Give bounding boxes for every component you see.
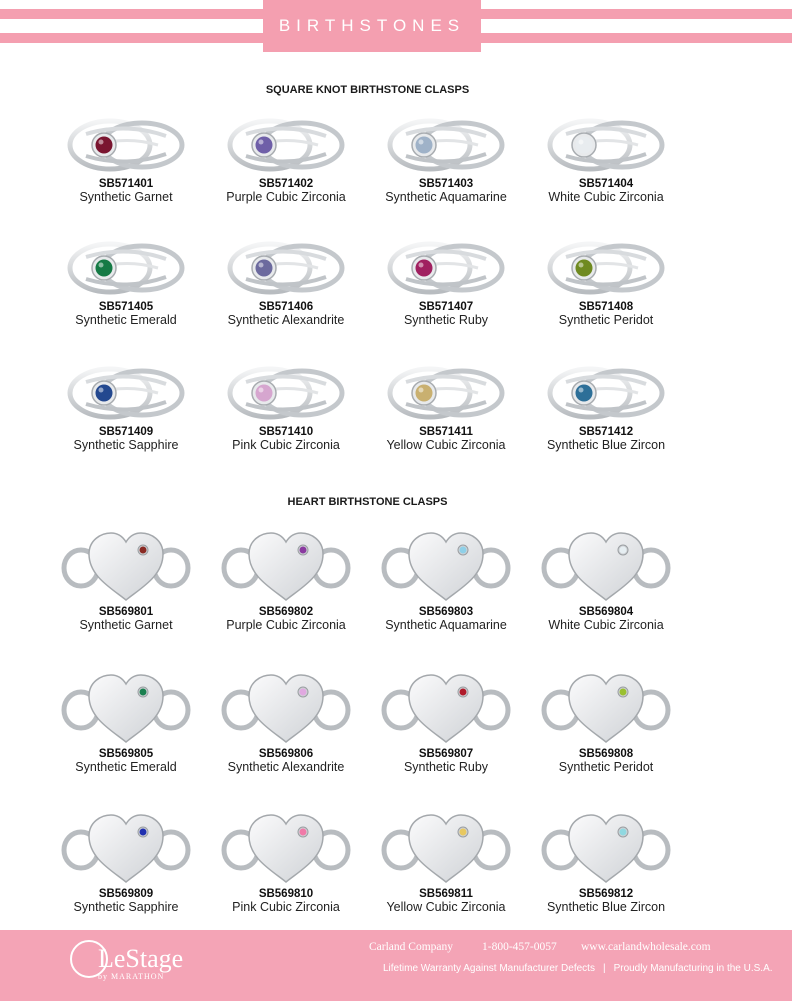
square-knot-clasp-icon [66, 237, 186, 299]
stone-icon [416, 385, 433, 402]
knot-product-card [46, 362, 206, 453]
heart-clasp-icon [221, 528, 351, 604]
product-sku: SB571403 [418, 178, 474, 190]
square-knot-clasp-icon [386, 114, 506, 176]
heart-product-card [46, 528, 206, 633]
stone-icon [416, 137, 433, 154]
product-name: Yellow Cubic Zirconia [386, 900, 506, 914]
product-sku: SB571410 [258, 426, 314, 438]
company-name: Carland Company [369, 941, 453, 953]
section-title-knot: SQUARE KNOT BIRTHSTONE CLASPS [265, 84, 470, 96]
square-knot-clasp-icon [226, 114, 346, 176]
product-name: Synthetic Peridot [558, 313, 654, 327]
product-sku: SB569802 [258, 606, 314, 618]
section-title-heart: HEART BIRTHSTONE CLASPS [287, 496, 448, 508]
heart-product-card [366, 810, 526, 915]
heart-clasp-icon [61, 670, 191, 746]
stone-icon [256, 385, 273, 402]
heart-product-card [526, 670, 686, 775]
product-name: Synthetic Aquamarine [385, 618, 507, 632]
product-name: Synthetic Sapphire [73, 900, 179, 914]
product-name: Synthetic Peridot [558, 760, 654, 774]
product-sku: SB569811 [419, 888, 473, 900]
stone-icon [300, 547, 307, 554]
product-name: Synthetic Alexandrite [227, 313, 345, 327]
stone-icon [620, 829, 627, 836]
stone-icon [576, 385, 593, 402]
stone-icon [576, 260, 593, 277]
product-sku: SB569804 [578, 606, 634, 618]
product-sku: SB569809 [98, 888, 154, 900]
square-knot-clasp-icon [226, 362, 346, 424]
knot-product-card [366, 362, 526, 453]
product-name: Purple Cubic Zirconia [226, 618, 346, 632]
square-knot-clasp-icon [386, 237, 506, 299]
knot-product-card [526, 237, 686, 328]
heart-clasp-icon [61, 528, 191, 604]
stone-icon [96, 385, 113, 402]
heart-product-card [206, 528, 366, 633]
stone-icon [620, 689, 627, 696]
product-sku: SB571402 [258, 178, 314, 190]
page-title: BIRTHSTONES [278, 16, 466, 35]
stone-icon [620, 547, 627, 554]
product-sku: SB569801 [98, 606, 154, 618]
heart-product-card [206, 810, 366, 915]
product-name: Yellow Cubic Zirconia [386, 438, 506, 452]
stone-icon [300, 689, 307, 696]
product-name: Synthetic Ruby [403, 760, 489, 774]
square-knot-clasp-icon [66, 362, 186, 424]
stone-icon [256, 137, 273, 154]
knot-product-card [366, 114, 526, 205]
knot-product-card [46, 237, 206, 328]
stone-icon [256, 260, 273, 277]
stone-icon [460, 689, 467, 696]
product-sku: SB569805 [98, 748, 154, 760]
heart-clasp-icon [61, 810, 191, 886]
product-sku: SB569807 [418, 748, 474, 760]
heart-clasp-icon [541, 810, 671, 886]
product-name: Synthetic Emerald [75, 760, 177, 774]
header-title-box [263, 0, 481, 52]
logo-text: LeStage [98, 944, 184, 973]
stone-icon [416, 260, 433, 277]
footer-tagline [383, 963, 773, 974]
heart-clasp-icon [381, 528, 511, 604]
product-sku: SB571407 [418, 301, 474, 313]
product-name: Pink Cubic Zirconia [232, 900, 340, 914]
knot-product-card [526, 114, 686, 205]
product-name: Synthetic Aquamarine [385, 190, 507, 204]
website-link[interactable]: www.carlandwholesale.com [581, 941, 711, 953]
knot-product-card [366, 237, 526, 328]
product-sku: SB571404 [578, 178, 634, 190]
logo-subtext: by MARATHON [98, 972, 165, 981]
product-sku: SB571412 [578, 426, 634, 438]
product-name: Synthetic Blue Zircon [546, 900, 666, 914]
knot-product-card [46, 114, 206, 205]
stone-icon [140, 689, 147, 696]
phone-number: 1-800-457-0057 [482, 941, 557, 953]
heart-product-card [526, 810, 686, 915]
heart-clasp-icon [541, 670, 671, 746]
warranty-text: Lifetime Warranty Against Manufacturer Defects [383, 963, 595, 974]
heart-product-card [526, 528, 686, 633]
square-knot-clasp-icon [546, 362, 666, 424]
square-knot-clasp-icon [226, 237, 346, 299]
product-name: Synthetic Blue Zircon [546, 438, 666, 452]
product-name: Synthetic Sapphire [73, 438, 179, 452]
product-name: Synthetic Garnet [79, 190, 173, 204]
product-name: Synthetic Ruby [403, 313, 489, 327]
product-sku: SB569810 [258, 888, 314, 900]
square-knot-clasp-icon [66, 114, 186, 176]
heart-product-card [366, 670, 526, 775]
stone-icon [140, 547, 147, 554]
stone-icon [96, 137, 113, 154]
knot-product-card [526, 362, 686, 453]
heart-product-card [366, 528, 526, 633]
product-sku: SB569803 [418, 606, 474, 618]
knot-product-card [206, 362, 366, 453]
heart-product-card [46, 810, 206, 915]
heart-clasp-icon [381, 810, 511, 886]
product-name: Purple Cubic Zirconia [226, 190, 346, 204]
stone-icon [300, 829, 307, 836]
product-name: Synthetic Emerald [75, 313, 177, 327]
heart-clasp-icon [221, 670, 351, 746]
product-sku: SB569806 [258, 748, 314, 760]
knot-product-card [206, 237, 366, 328]
stone-icon [96, 260, 113, 277]
product-name: White Cubic Zirconia [548, 618, 664, 632]
product-sku: SB571409 [98, 426, 154, 438]
product-name: Synthetic Alexandrite [227, 760, 345, 774]
product-sku: SB569812 [578, 888, 634, 900]
heart-product-card [206, 670, 366, 775]
heart-clasp-icon [381, 670, 511, 746]
square-knot-clasp-icon [546, 114, 666, 176]
stone-icon [576, 137, 593, 154]
product-sku: SB571411 [419, 426, 473, 438]
stone-icon [460, 829, 467, 836]
stone-icon [140, 829, 147, 836]
product-sku: SB571406 [258, 301, 314, 313]
product-sku: SB569808 [578, 748, 634, 760]
product-sku: SB571408 [578, 301, 634, 313]
heart-clasp-icon [541, 528, 671, 604]
stone-icon [460, 547, 467, 554]
knot-product-card [206, 114, 366, 205]
product-sku: SB571401 [98, 178, 154, 190]
tagline-separator: | [602, 963, 606, 974]
product-name: Pink Cubic Zirconia [232, 438, 340, 452]
product-sku: SB571405 [98, 301, 154, 313]
square-knot-clasp-icon [386, 362, 506, 424]
made-in-text: Proudly Manufacturing in the U.S.A. [613, 963, 773, 974]
product-name: Synthetic Garnet [79, 618, 173, 632]
square-knot-clasp-icon [546, 237, 666, 299]
heart-clasp-icon [221, 810, 351, 886]
product-name: White Cubic Zirconia [548, 190, 664, 204]
heart-product-card [46, 670, 206, 775]
